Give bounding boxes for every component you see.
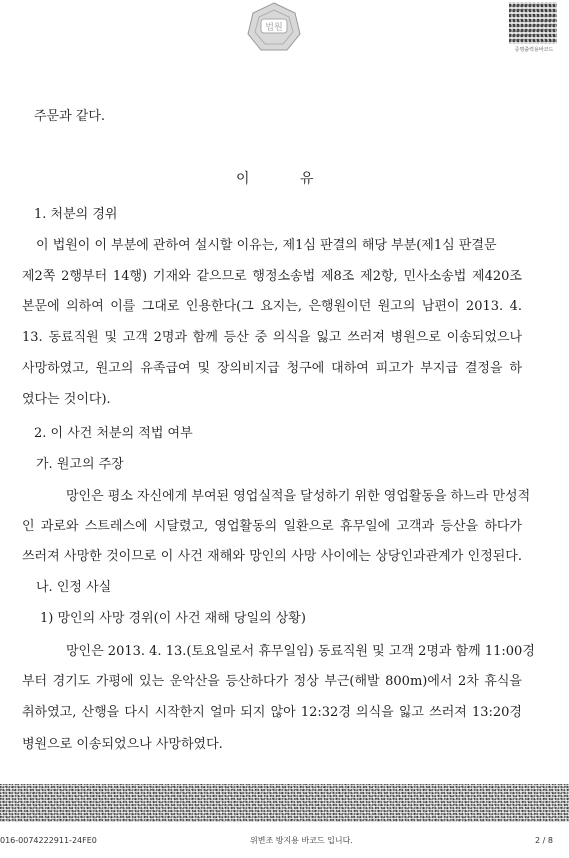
section-title-right: 유 <box>300 171 314 187</box>
subheading-b: 나. 인정 사실 <box>36 580 112 595</box>
paragraph-line: 부터 경기도 가평에 있는 운악산을 등산하다가 정상 부근(해발 800m)에서 2차 휴식을 <box>22 674 522 689</box>
subheading-a: 가. 원고의 주장 <box>36 457 124 472</box>
paragraph-line: 병원으로 이송되었으나 사망하였다. <box>22 737 223 752</box>
anti-forgery-barcode <box>0 784 569 822</box>
court-seal-icon <box>243 2 305 52</box>
seal-text: 법원 <box>265 23 283 33</box>
paragraph-line: 본문에 의하여 이를 그대로 인용한다(그 요지는, 은행원이던 원고의 남편이 2013. 4. <box>22 299 522 314</box>
paragraph-line: 였다는 것이다). <box>22 392 111 407</box>
paragraph-line: 망인은 2013. 4. 13.(토요일로서 휴무일임) 동료직원 및 고객 2명과 함께 11:00경 <box>66 644 535 659</box>
heading-2: 2. 이 사건 처분의 적법 여부 <box>34 426 193 441</box>
barcode-icon <box>509 2 557 44</box>
heading-1: 1. 처분의 경위 <box>34 207 118 222</box>
anti-forgery-notice: 위변조 방지용 바코드 입니다. <box>250 836 353 845</box>
paragraph-line: 망인은 평소 자신에게 부여된 영업실적을 달성하기 위한 영업활동을 하느라 만성적 <box>66 489 531 504</box>
paragraph-line: 취하였고, 산행을 다시 시작한지 얼마 되지 않아 12:32경 의식을 잃고 쓰러져 13:20경 <box>22 705 522 720</box>
page-number: 2 / 8 <box>535 836 553 845</box>
section-title-left: 이 <box>236 171 250 187</box>
barcode-caption: 증명출력용바코드 <box>514 47 554 53</box>
paragraph-line: 13. 동료직원 및 고객 2명과 함께 등산 중 의식을 잃고 쓰러져 병원으로 이송되었으나 <box>22 330 522 345</box>
subheading-b1: 1) 망인의 사망 경위(이 사건 재해 당일의 상황) <box>40 611 306 626</box>
paragraph-line: 사망하였고, 원고의 유족급여 및 장의비지급 청구에 대하여 피고가 부지급 결정을 하 <box>22 361 522 376</box>
order-reference: 주문과 같다. <box>34 109 106 124</box>
paragraph-line: 이 법원이 이 부분에 관하여 설시할 이유는, 제1심 판결의 해당 부분(제1심 판결문 <box>36 238 497 253</box>
paragraph-line: 인 과로와 스트레스에 시달렸고, 영업활동의 일환으로 휴무일에 고객과 등산을 하다가 <box>22 519 522 534</box>
paragraph-line: 제2쪽 2행부터 14행) 기재와 같으므로 행정소송법 제8조 제2항, 민사소송법 제420조 <box>22 269 522 284</box>
document-id: 016-0074222911-24FE0 <box>0 836 97 845</box>
paragraph-line: 쓰러져 사망한 것이므로 이 사건 재해와 망인의 사망 사이에는 상당인과관계가 인정된다. <box>22 549 522 564</box>
